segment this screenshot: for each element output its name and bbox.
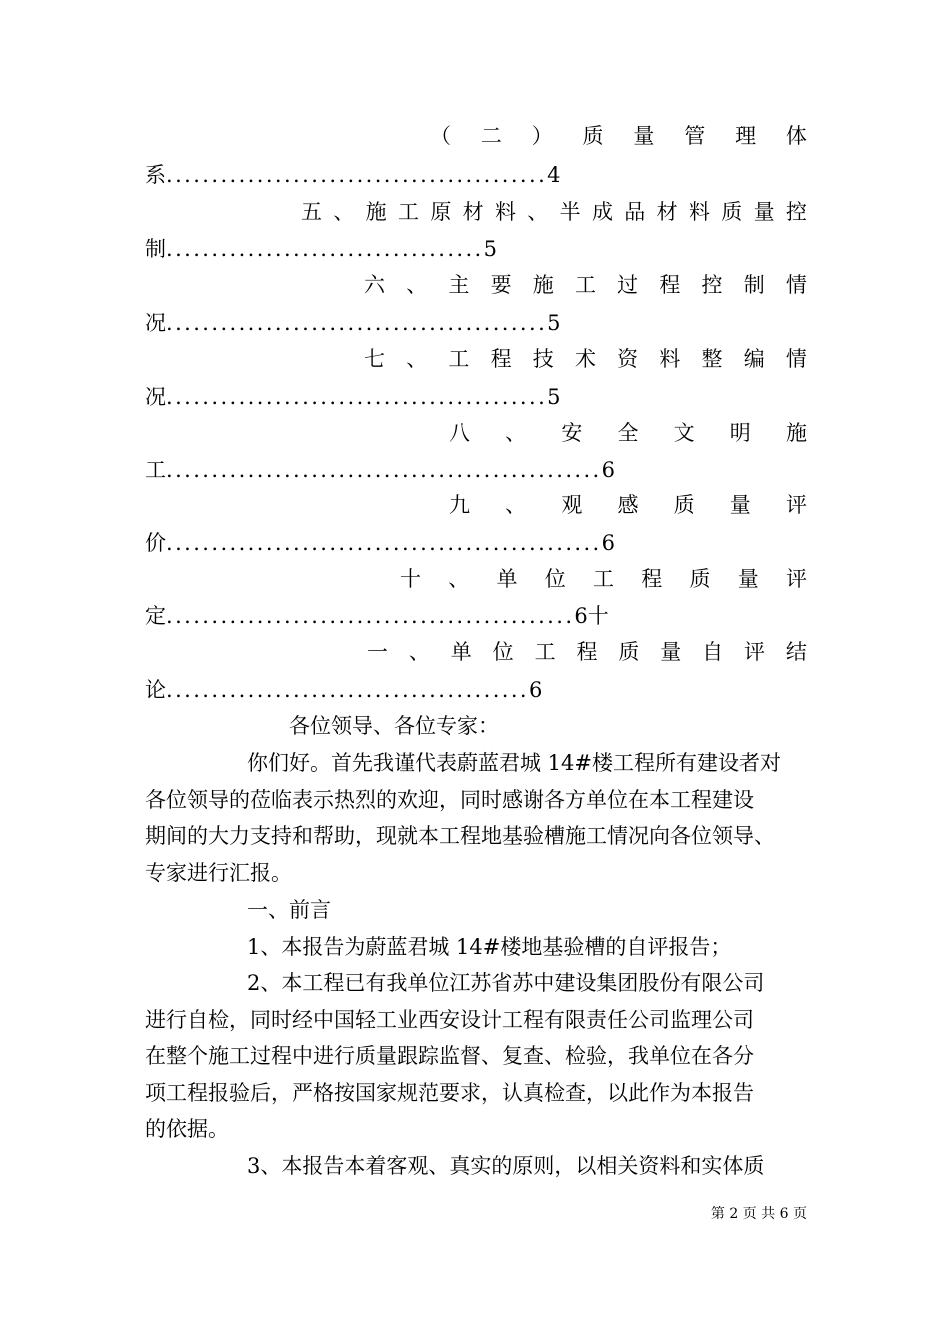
toc-heading-char: 整 (701, 347, 723, 371)
toc-heading-char: 、 (333, 200, 355, 224)
toc-continuation: 工................................................6 (145, 458, 615, 482)
toc-heading-char: 评 (785, 493, 807, 517)
toc-heading-char: （ (430, 124, 451, 148)
toc-heading-char: 全 (617, 421, 639, 445)
toc-heading-char: 一 (367, 640, 388, 664)
toc-heading-char: 安 (561, 421, 583, 445)
paragraph-line: 3、本报告本着客观、真实的原则，以相关资料和实体质 (247, 1154, 765, 1178)
toc-heading-char: 质 (689, 567, 711, 591)
toc-heading-char: 六 (364, 273, 385, 297)
toc-heading-char: 程 (641, 567, 663, 591)
toc-heading-char: 单 (450, 640, 472, 664)
toc-heading-char: 术 (574, 347, 596, 371)
toc-heading-char: 材 (462, 200, 484, 224)
paragraph-line: 专家进行汇报。 (145, 861, 292, 885)
toc-heading-char: 工 (534, 640, 556, 664)
toc-heading-char: 程 (576, 640, 598, 664)
toc-heading-char: 评 (744, 640, 766, 664)
toc-heading-char: 质 (721, 200, 743, 224)
toc-heading-char: 、 (448, 567, 470, 591)
toc-heading-char: 情 (785, 273, 807, 297)
toc-heading-char: 资 (617, 347, 639, 371)
toc-heading-char: 体 (785, 124, 807, 148)
toc-heading-char: 九 (449, 493, 470, 517)
toc-continuation: 价................................................6 (145, 531, 615, 555)
toc-heading-char: 五 (301, 200, 322, 224)
toc-heading (449, 491, 807, 519)
toc-heading-char: 制 (743, 273, 765, 297)
toc-heading-char: 工 (448, 347, 470, 371)
toc-heading-char: 量 (633, 124, 655, 148)
toc-heading-char: 情 (785, 347, 807, 371)
paragraph-line: 进行自检，同时经中国轻工业西安设计工程有限责任公司监理公司 (145, 1008, 754, 1032)
toc-heading-char: 位 (492, 640, 514, 664)
toc-heading-char: 质 (618, 640, 640, 664)
toc-heading-char: 程 (490, 347, 512, 371)
toc-heading-char: 控 (785, 200, 807, 224)
toc-heading-char: 结 (785, 640, 807, 664)
toc-continuation: 况..........................................5 (145, 311, 561, 335)
toc-heading-char: 理 (735, 124, 757, 148)
toc-heading (449, 419, 807, 447)
toc-heading-char: 、 (406, 347, 428, 371)
toc-heading (430, 122, 807, 150)
toc-heading (364, 271, 807, 299)
paragraph-line: 各位领导的莅临表示热烈的欢迎，同时感谢各方单位在本工程建设 (145, 788, 754, 812)
toc-heading-char: ） (531, 124, 553, 148)
salutation: 各位领导、各位专家： (289, 714, 499, 738)
toc-heading-char: 施 (365, 200, 387, 224)
toc-heading-char: 工 (574, 273, 596, 297)
toc-continuation: 论........................................6 (145, 678, 543, 702)
toc-heading-char: 、 (406, 273, 428, 297)
toc-heading-char: 文 (673, 421, 695, 445)
toc-heading (400, 565, 807, 593)
toc-continuation: 制...................................5 (145, 237, 498, 261)
toc-heading-char: 量 (660, 640, 682, 664)
toc-heading-char: 原 (430, 200, 452, 224)
toc-continuation: 系..........................................4 (145, 163, 561, 187)
toc-heading-char: 八 (449, 421, 470, 445)
toc-heading (367, 638, 807, 666)
paragraph-line: 你们好。首先我谨代表蔚蓝君城 14#楼工程所有建设者对 (247, 751, 781, 775)
toc-heading-char: 材 (656, 200, 678, 224)
toc-heading (301, 198, 807, 226)
toc-heading-char: 技 (532, 347, 554, 371)
toc-heading-char: 质 (673, 493, 695, 517)
toc-heading-char: 料 (688, 200, 710, 224)
toc-heading-char: 工 (593, 567, 614, 591)
toc-heading-char: 半 (559, 200, 581, 224)
toc-heading-char: 七 (364, 347, 385, 371)
paragraph-line: 在整个施工过程中进行质量跟踪监督、复查、检验，我单位在各分 (145, 1044, 754, 1068)
toc-heading-char: 感 (617, 493, 639, 517)
toc-heading-char: 量 (729, 493, 751, 517)
toc-continuation: 况..........................................5 (145, 385, 561, 409)
toc-heading-char: 过 (617, 273, 639, 297)
paragraph-line: 1、本报告为蔚蓝君城 14#楼地基验槽的自评报告； (247, 935, 732, 959)
toc-heading-char: 质 (582, 124, 604, 148)
toc-heading-char: 品 (624, 200, 646, 224)
toc-heading-char: 料 (494, 200, 516, 224)
toc-continuation: 定.............................................6十 (145, 604, 609, 628)
toc-heading-char: 自 (702, 640, 724, 664)
toc-heading-char: 要 (490, 273, 512, 297)
paragraph-line: 的依据。 (145, 1117, 229, 1141)
paragraph-line: 期间的大力支持和帮助，现就本工程地基验槽施工情况向各位领导、 (145, 824, 775, 848)
toc-heading-char: 明 (729, 421, 751, 445)
toc-heading-char: 、 (527, 200, 549, 224)
section-heading: 一、前言 (247, 898, 331, 922)
toc-heading-char: 程 (659, 273, 681, 297)
toc-heading (364, 345, 807, 373)
toc-heading-char: 施 (532, 273, 554, 297)
paragraph-line: 2、本工程已有我单位江苏省苏中建设集团股份有限公司 (247, 971, 765, 995)
toc-heading-char: 主 (448, 273, 470, 297)
toc-heading-char: 控 (701, 273, 723, 297)
page-footer: 第 2 页 共 6 页 (710, 1206, 807, 1222)
toc-heading-char: 单 (496, 567, 518, 591)
toc-heading-char: 、 (505, 493, 527, 517)
toc-heading-char: 施 (785, 421, 807, 445)
paragraph-line: 项工程报验后，严格按国家规范要求，认真检查，以此作为本报告 (145, 1081, 754, 1105)
toc-heading-char: 观 (561, 493, 583, 517)
toc-heading-char: 成 (591, 200, 613, 224)
toc-heading-char: 、 (408, 640, 430, 664)
toc-heading-char: 料 (659, 347, 681, 371)
toc-heading-char: 十 (400, 567, 421, 591)
toc-heading-char: 量 (737, 567, 759, 591)
toc-heading-char: 管 (684, 124, 706, 148)
toc-heading-char: 编 (743, 347, 765, 371)
toc-heading-char: 二 (480, 124, 502, 148)
toc-heading-char: 、 (505, 421, 527, 445)
toc-heading-char: 位 (544, 567, 566, 591)
toc-heading-char: 工 (397, 200, 419, 224)
toc-heading-char: 量 (753, 200, 775, 224)
toc-heading-char: 评 (786, 567, 807, 591)
